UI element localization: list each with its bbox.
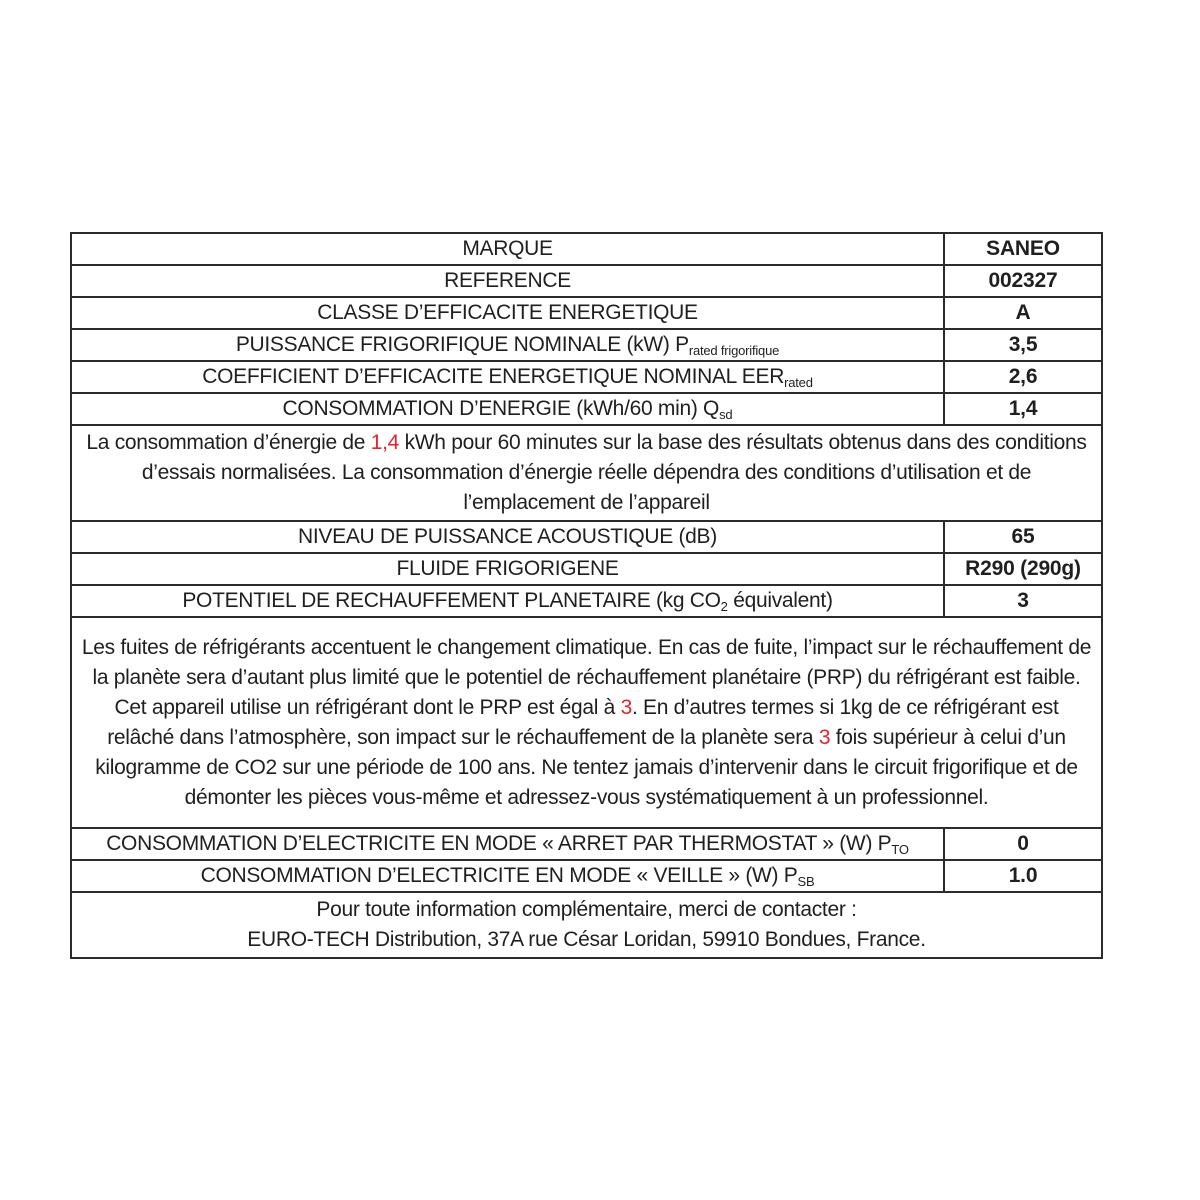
conso-veille-value: 1.0 xyxy=(944,860,1102,892)
potentiel-label-text-2: équivalent) xyxy=(727,588,833,612)
row-niveau-acoustique xyxy=(71,521,1102,553)
note-energy xyxy=(71,425,1102,521)
row-conso-veille xyxy=(71,860,1102,892)
row-consommation-energie xyxy=(71,393,1102,425)
conso-energie-label-text: CONSOMMATION D’ENERGIE (kWh/60 min) Q xyxy=(282,396,720,420)
potentiel-label-text-1: POTENTIEL DE RECHAUFFEMENT PLANETAIRE (kg CO xyxy=(182,588,721,612)
row-reference xyxy=(71,265,1102,297)
row-footer-contact xyxy=(71,892,1102,958)
reference-value: 002327 xyxy=(944,265,1102,297)
conso-energie-label xyxy=(71,393,944,425)
row-classe-energetique xyxy=(71,297,1102,329)
marque-label-text: MARQUE xyxy=(462,237,553,260)
conso-energie-label-subscript: sd xyxy=(719,406,733,422)
row-conso-thermostat xyxy=(71,828,1102,860)
row-marque xyxy=(71,233,1102,265)
note-refrigerant-text-3: fois supérieur à celui d’un kilogramme de CO2 sur une période de 100 ans. Ne tentez jamais d’intervenir dans le circuit frigorifique et de démonter les pièces vous-même et adressez-vous systématiquement à un professionnel. xyxy=(95,725,1078,809)
niveau-acoustique-label-text: NIVEAU DE PUISSANCE ACOUSTIQUE (dB) xyxy=(298,525,717,548)
row-fluide-frigorigene xyxy=(71,553,1102,585)
conso-thermostat-label-subscript: TO xyxy=(891,841,909,857)
note-refrigerant-text-2: . En d’autres termes si 1kg de ce réfrigérant est relâché dans l’atmosphère, son impact sur le réchauffement de la planète sera xyxy=(107,695,1059,749)
potentiel-label xyxy=(71,585,944,617)
classe-label xyxy=(71,297,944,329)
spec-table xyxy=(70,232,1103,959)
note-refrigerant-highlight-1: 3 xyxy=(620,695,632,719)
conso-veille-label xyxy=(71,860,944,892)
footer-contact-line-1: Pour toute information complémentaire, merci de contacter : xyxy=(316,898,857,921)
row-potentiel-rechauffement xyxy=(71,585,1102,617)
row-note-refrigerant xyxy=(71,617,1102,828)
marque-value: SANEO xyxy=(944,233,1102,265)
row-coefficient-eer xyxy=(71,361,1102,393)
note-energy-text-1: La consommation d’énergie de xyxy=(86,431,371,454)
conso-energie-value: 1,4 xyxy=(944,393,1102,425)
conso-veille-label-text: CONSOMMATION D’ELECTRICITE EN MODE « VEILLE » (W) P xyxy=(200,863,798,887)
conso-thermostat-value: 0 xyxy=(944,828,1102,860)
puissance-value: 3,5 xyxy=(944,329,1102,361)
puissance-label xyxy=(71,329,944,361)
conso-thermostat-label xyxy=(71,828,944,860)
fluide-value: R290 (290g) xyxy=(944,553,1102,585)
note-energy-highlight-1: 1,4 xyxy=(370,431,400,454)
footer-contact xyxy=(71,892,1102,958)
coefficient-label-text: COEFFICIENT D’EFFICACITE ENERGETIQUE NOMINAL EER xyxy=(202,364,785,388)
fluide-label-text: FLUIDE FRIGORIGENE xyxy=(396,557,619,580)
niveau-acoustique-label xyxy=(71,521,944,553)
reference-label xyxy=(71,265,944,297)
coefficient-label-subscript: rated xyxy=(784,374,813,390)
conso-veille-label-subscript: SB xyxy=(797,873,815,889)
puissance-label-subscript: rated frigorifique xyxy=(688,342,780,358)
classe-value: A xyxy=(944,297,1102,329)
classe-label-text: CLASSE D’EFFICACITE ENERGETIQUE xyxy=(317,301,698,324)
conso-thermostat-label-text: CONSOMMATION D’ELECTRICITE EN MODE « ARRET PAR THERMOSTAT » (W) P xyxy=(106,831,892,855)
niveau-acoustique-value: 65 xyxy=(944,521,1102,553)
reference-label-text: REFERENCE xyxy=(444,269,571,292)
coefficient-value: 2,6 xyxy=(944,361,1102,393)
marque-label xyxy=(71,233,944,265)
puissance-label-text: PUISSANCE FRIGORIFIQUE NOMINALE (kW) P xyxy=(235,332,689,356)
fluide-label xyxy=(71,553,944,585)
note-refrigerant-highlight-2: 3 xyxy=(818,725,831,749)
footer-contact-line-2: EURO-TECH Distribution, 37A rue César Loridan, 59910 Bondues, France. xyxy=(247,928,926,951)
row-puissance-frigorifique xyxy=(71,329,1102,361)
note-refrigerant xyxy=(71,617,1102,828)
potentiel-label-subscript: 2 xyxy=(720,598,728,614)
note-refrigerant-text-1: Les fuites de réfrigérants accentuent le changement climatique. En cas de fuite, l’impact sur le réchauffement de la planète sera d’autant plus limité que le potentiel de réchauffement planétaire (PRP) du réfrigérant est faible. Cet appareil utilise un réfrigérant dont le PRP est égal à xyxy=(81,635,1092,719)
row-note-energy xyxy=(71,425,1102,521)
potentiel-value: 3 xyxy=(944,585,1102,617)
coefficient-label xyxy=(71,361,944,393)
note-energy-text-2: kWh pour 60 minutes sur la base des résultats obtenus dans des conditions d’essais normalisées. La consommation d’énergie réelle dépendra des conditions d’utilisation et de l’emplacement de l’appareil xyxy=(141,431,1087,514)
